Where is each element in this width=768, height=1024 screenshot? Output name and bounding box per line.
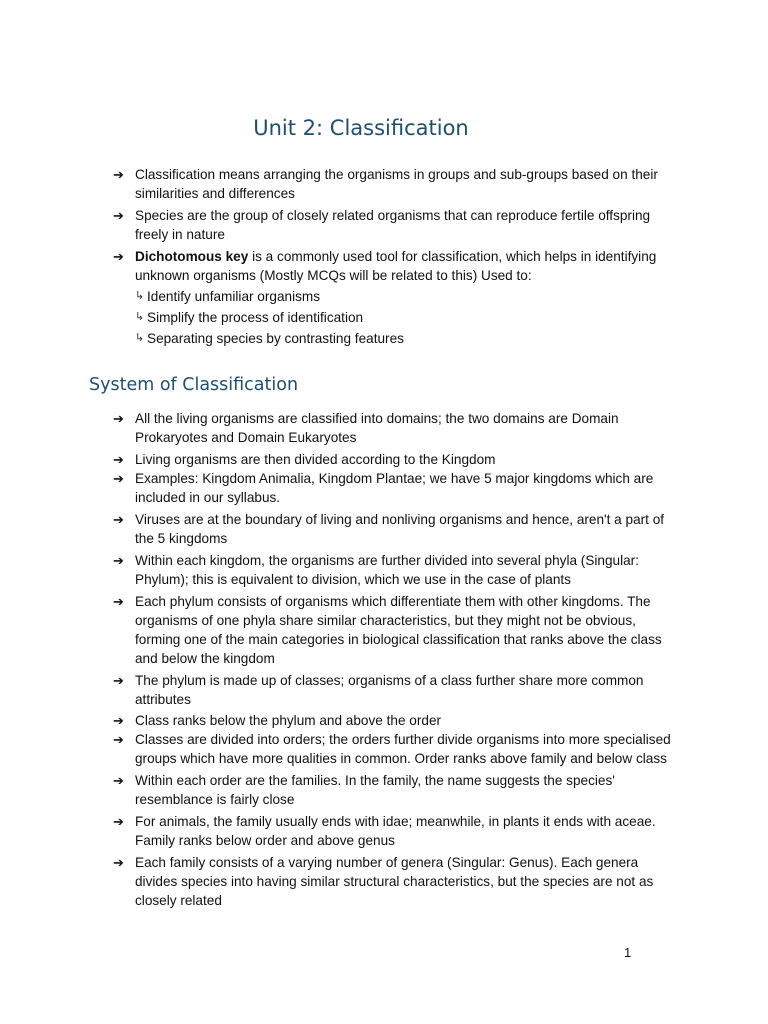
sub-list-item-text: Identify unfamiliar organisms	[147, 289, 321, 304]
arrow-bullet-icon: ➔	[113, 411, 124, 426]
list-item	[113, 771, 673, 809]
list-item	[113, 671, 673, 709]
sub-arrow-icon: ↳	[135, 332, 145, 344]
system-list	[113, 409, 673, 910]
list-item-text: Within each kingdom, the organisms are further divided into several phyla (Singular: Phylum); this is equivalent to division, which we use in the case of plants	[135, 553, 639, 587]
sub-arrow-icon: ↳	[135, 290, 145, 302]
list-item-text: Living organisms are then divided according to the Kingdom	[135, 452, 496, 467]
page-title: Unit 2: Classification	[253, 116, 469, 140]
sub-list	[135, 287, 673, 348]
list-item	[113, 730, 673, 768]
list-item-text: The phylum is made up of classes; organisms of a class further share more common attributes	[135, 673, 644, 707]
sub-list-item	[135, 287, 673, 306]
intro-list	[113, 165, 673, 348]
list-item-text: Within each order are the families. In the family, the name suggests the species' resemblance is fairly close	[135, 773, 615, 807]
sub-arrow-icon: ↳	[135, 311, 145, 323]
list-item	[113, 510, 673, 548]
list-item-text: All the living organisms are classified into domains; the two domains are Domain Prokaryotes and Domain Eukaryotes	[135, 411, 619, 445]
list-item-text: Classes are divided into orders; the orders further divide organisms into more specialised groups which have more qualities in common. Order ranks above family and below class	[135, 732, 671, 766]
list-item	[113, 711, 673, 730]
list-item-text: Viruses are at the boundary of living and nonliving organisms and hence, aren't a part of the 5 kingdoms	[135, 512, 665, 546]
arrow-bullet-icon: ➔	[113, 855, 124, 870]
arrow-bullet-icon: ➔	[113, 594, 124, 609]
list-item	[113, 853, 673, 910]
arrow-bullet-icon: ➔	[113, 553, 124, 568]
arrow-bullet-icon: ➔	[113, 471, 124, 486]
arrow-bullet-icon: ➔	[113, 773, 124, 788]
list-item-text: For animals, the family usually ends with idae; meanwhile, in plants it ends with aceae. Family ranks below order and above genus	[135, 814, 656, 848]
list-item-text: Classification means arranging the organisms in groups and sub-groups based on their similarities and differences	[135, 167, 658, 201]
arrow-bullet-icon: ➔	[113, 249, 124, 264]
list-item	[113, 450, 673, 469]
list-item	[113, 247, 673, 348]
arrow-bullet-icon: ➔	[113, 452, 124, 467]
list-item	[113, 551, 673, 589]
list-item-text: Each phylum consists of organisms which differentiate them with other kingdoms. The organisms of one phyla share similar characteristics, but they might not be obvious, forming one of the main categories in biological classification that ranks above the class and below the kingdom	[135, 594, 662, 666]
arrow-bullet-icon: ➔	[113, 208, 124, 223]
sub-list-item-text: Simplify the process of identification	[147, 310, 364, 325]
list-item	[113, 165, 673, 203]
sub-list-item-text: Separating species by contrasting features	[147, 331, 404, 346]
list-item	[113, 592, 673, 668]
list-item	[113, 812, 673, 850]
list-item-bold-term: Dichotomous key	[135, 249, 249, 264]
sub-list-item	[135, 308, 673, 327]
list-item-text: is a commonly used tool for classification, which helps in identifying unknown organisms (Mostly MCQs will be related to this) Used to:	[135, 249, 657, 283]
section-heading: System of Classification	[89, 375, 299, 395]
list-item-text: Class ranks below the phylum and above the order	[135, 713, 442, 728]
page-number: 1	[624, 945, 632, 960]
arrow-bullet-icon: ➔	[113, 673, 124, 688]
arrow-bullet-icon: ➔	[113, 814, 124, 829]
arrow-bullet-icon: ➔	[113, 512, 124, 527]
list-item-text: Each family consists of a varying number of genera (Singular: Genus). Each genera divides species into having similar structural characteristics, but the species are not as closely related	[135, 855, 654, 908]
list-item-text: Species are the group of closely related organisms that can reproduce fertile offspring freely in nature	[135, 208, 651, 242]
list-item	[113, 206, 673, 244]
arrow-bullet-icon: ➔	[113, 713, 124, 728]
arrow-bullet-icon: ➔	[113, 732, 124, 747]
list-item	[113, 469, 673, 507]
arrow-bullet-icon: ➔	[113, 167, 124, 182]
list-item-text: Examples: Kingdom Animalia, Kingdom Plantae; we have 5 major kingdoms which are included in our syllabus.	[135, 471, 654, 505]
sub-list-item	[135, 329, 673, 348]
list-item	[113, 409, 673, 447]
